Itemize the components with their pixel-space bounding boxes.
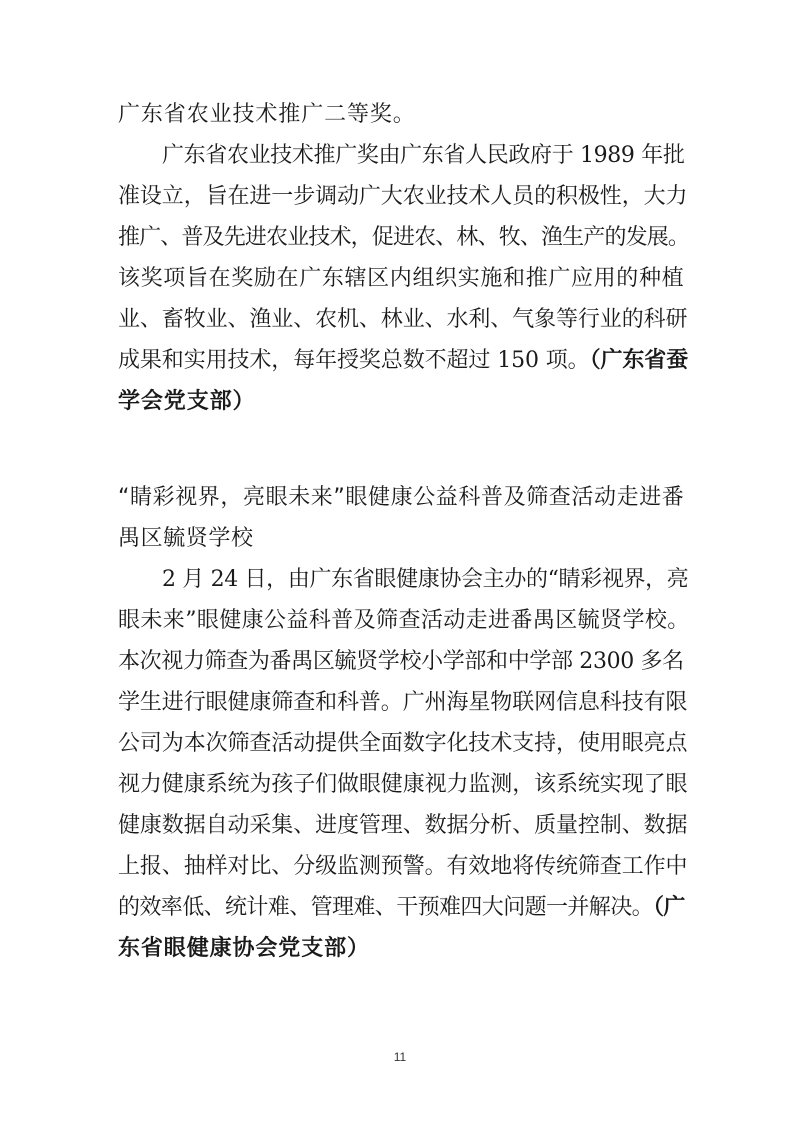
award-section [118,94,690,422]
paragraph-line: 上报、抽样对比、分级监测预警。有效地将传统筛查工作中 [118,854,688,879]
paragraph-line: 广东省农业技术推广奖由广东省人民政府于 1989 年批 [162,143,685,168]
paragraph-line [118,340,690,381]
page-number: 11 [393,1050,407,1064]
source-attribution: （广 [653,895,685,920]
paragraph-line: 学生进行眼健康筛查和科普。广州海星物联网信息科技有限 [118,690,688,715]
carry-over-line: 广东省农业技术推广二等奖。 [118,102,416,127]
paragraph-line: 公司为本次筛查活动提供全面数字化技术支持，使用眼亮点 [118,731,688,756]
article-heading [118,477,690,559]
paragraph-line: 2 月 24 日，由广东省眼健康协会主办的“睛彩视界，亮 [162,567,689,592]
paragraph-line: 本次视力筛查为番禺区毓贤学校小学部和中学部 2300 多名 [118,649,684,674]
paragraph-line: 推广、普及先进农业技术，促进农、林、牧、渔生产的发展。 [118,225,690,250]
eye-health-section [118,559,690,969]
paragraph-line: 准设立，旨在进一步调动广大农业技术人员的积极性，大力 [118,184,688,209]
source-attribution: 东省眼健康协会党支部） [118,936,370,961]
paragraph-text: 成果和实用技术，每年授奖总数不超过 150 项。 [118,348,590,373]
paragraph-line [118,887,690,928]
paragraph-line: 视力健康系统为孩子们做眼健康视力监测，该系统实现了眼 [118,772,688,797]
heading-line: “睛彩视界，亮眼未来”眼健康公益科普及筛查活动走进番 [118,485,685,510]
heading-line: 禺区毓贤学校 [118,526,254,551]
paragraph-line: 业、畜牧业、渔业、农机、林业、水利、气象等行业的科研 [118,307,688,332]
source-attribution: （广东省蚕 [589,348,689,373]
paragraph-line: 该奖项旨在奖励在广东辖区内组织实施和推广应用的种植 [118,266,685,291]
paragraph-line: 健康数据自动采集、进度管理、数据分析、质量控制、数据 [118,813,688,838]
source-attribution: 学会党支部） [118,389,256,414]
paragraph-text: 的效率低、统计难、管理难、干预难四大问题一并解决。 [118,895,654,920]
paragraph-line: 眼未来”眼健康公益科普及筛查活动走进番禺区毓贤学校。 [118,608,690,633]
